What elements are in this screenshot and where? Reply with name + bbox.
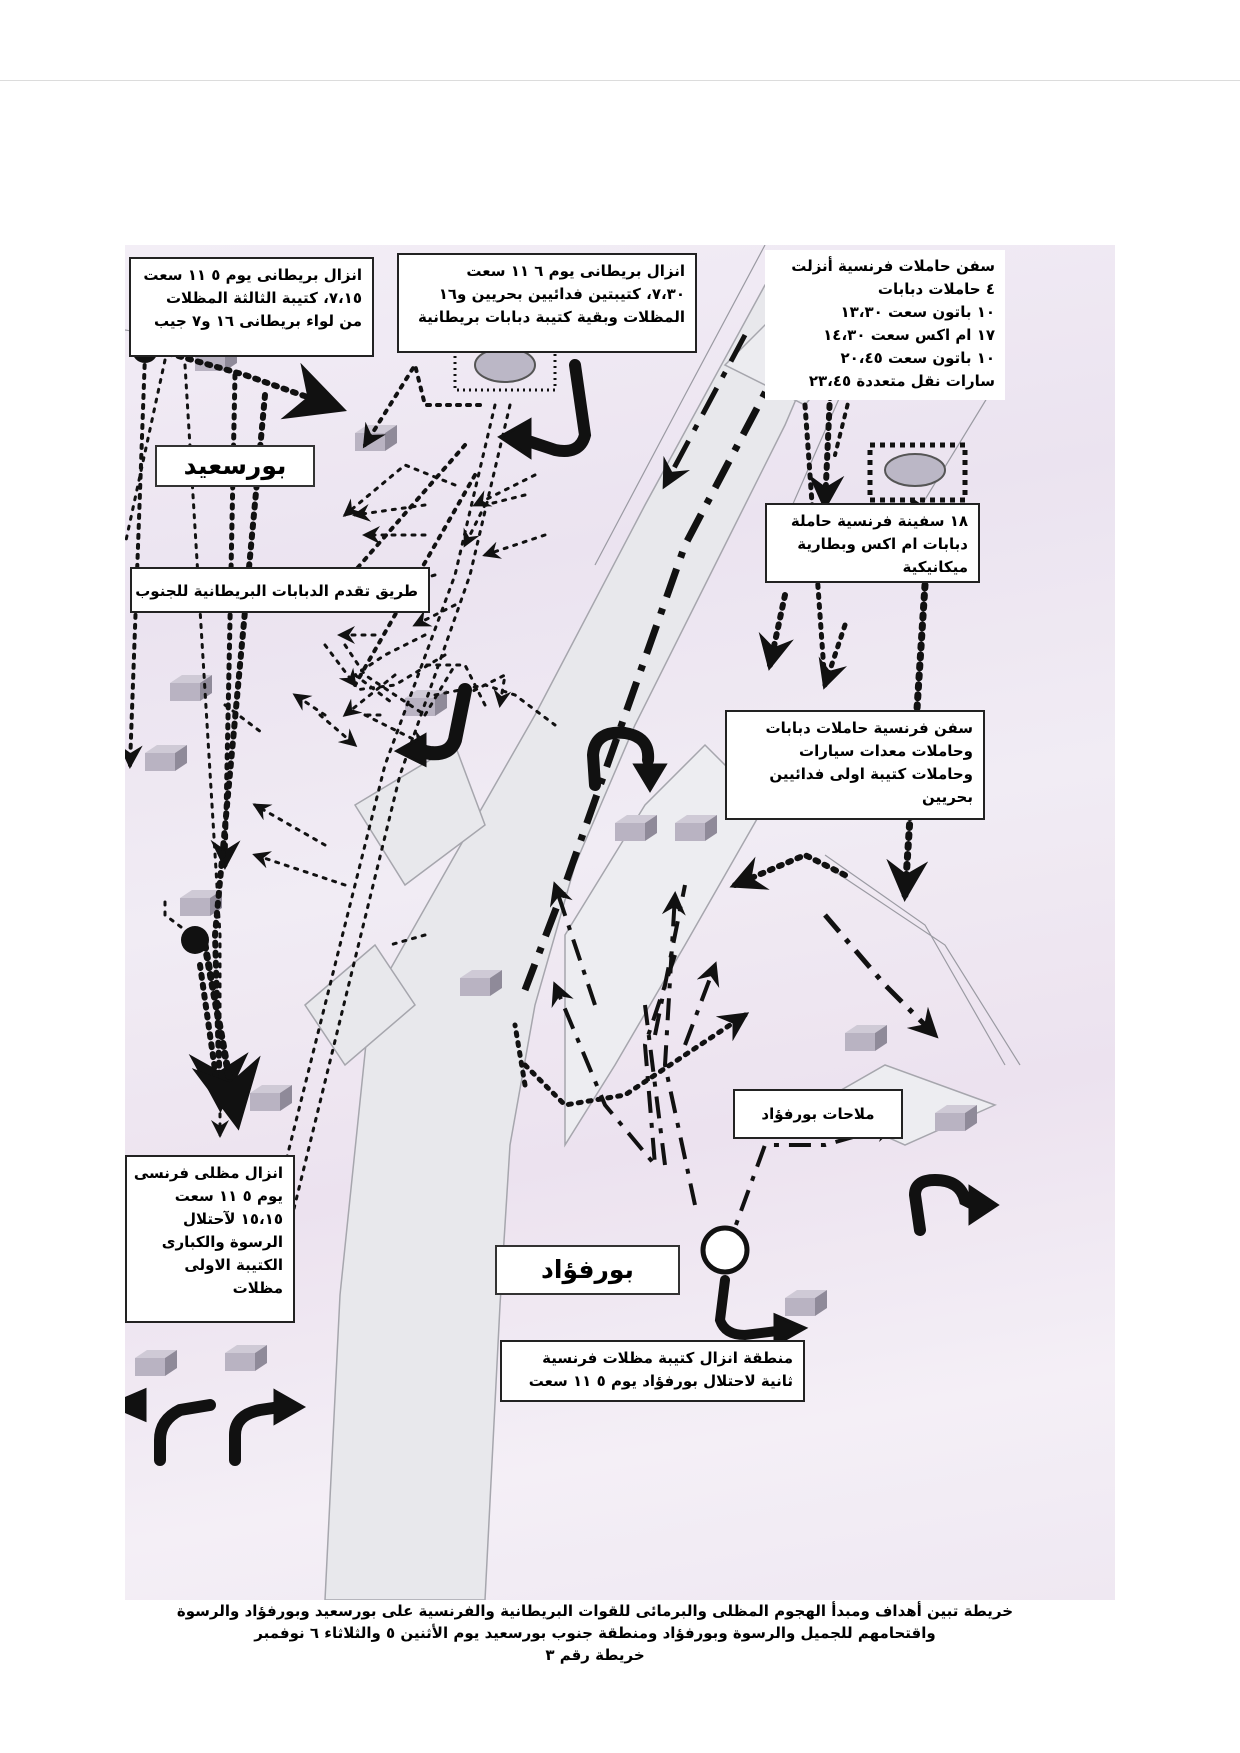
tank-marker — [785, 1298, 815, 1316]
map-caption — [120, 1600, 1070, 1666]
tank-marker — [845, 1033, 875, 1051]
box-line: ١٠ باتون سعت ٢٠،٤٥ — [840, 349, 995, 367]
tank-marker — [250, 1093, 280, 1111]
box-line: بحريين — [921, 788, 973, 806]
box-line: ٧،٣٠، كتيبتين فدائيين بحريين و١٦ — [438, 285, 685, 303]
box-line: ٤ حاملات دبابات — [877, 280, 995, 298]
box-line: يوم ٥ ١١ سعت — [174, 1187, 283, 1205]
box-line: الرسوة والكبارى — [161, 1233, 283, 1251]
box-line: سفن حاملات فرنسية أنزلت — [791, 257, 995, 275]
map-area — [125, 245, 1115, 1600]
box-line: ملاحات بورفؤاد — [761, 1105, 875, 1123]
box-line: ١٨ سفينة فرنسية حاملة — [790, 512, 968, 530]
british-landing-day5-box — [129, 257, 374, 357]
port-fouad-label: بورفؤاد — [495, 1245, 680, 1295]
box-line: ١٧ ام اكس سعت ١٤،٣٠ — [823, 326, 995, 344]
tank-marker — [935, 1113, 965, 1131]
box-line: انزال بريطانى يوم ٥ ١١ سعت — [143, 266, 362, 284]
box-line: الكتيبة الاولى — [184, 1256, 283, 1274]
french-tank-ships-box — [765, 250, 1005, 400]
box-line: ١٠ باتون سعت ١٣،٣٠ — [840, 303, 995, 321]
tank-marker — [460, 978, 490, 996]
british-landing-day6-box — [397, 253, 697, 353]
box-line: طريق تقدم الدبابات البريطانية للجنوب — [135, 582, 418, 600]
caption-line-2: واقتحامهم للجميل والرسوة وبورفؤاد ومنطقة جنوب بورسعيد يوم الأثنين ٥ والثلاثاء ٦ نوفمبر — [254, 1624, 936, 1642]
french-18-ships-box — [765, 503, 980, 583]
tank-route-box — [130, 567, 430, 613]
box-line: مظلات — [232, 1279, 283, 1297]
caption-line-3: خريطة رقم ٣ — [545, 1646, 645, 1664]
box-line: انزال بريطانى يوم ٦ ١١ سعت — [466, 262, 685, 280]
port-fouad-salines-box — [733, 1089, 903, 1139]
tank-marker — [225, 1353, 255, 1371]
box-line: سفن فرنسية حاملات دبابات — [765, 719, 973, 737]
box-line: ثانية لاحتلال بورفؤاد يوم ٥ ١١ سعت — [528, 1372, 793, 1390]
box-line: منطقة انزال كتيبة مظلات فرنسية — [542, 1349, 793, 1367]
french-para-zone-box — [500, 1340, 805, 1402]
box-line: المظلات وبقية كتيبة دبابات بريطانية — [418, 308, 685, 326]
box-line: ١٥،١٥ لآحتلال — [182, 1210, 283, 1228]
box-line: من لواء بريطانى ١٦ و٧ جيب — [153, 312, 362, 330]
tank-marker — [135, 1358, 165, 1376]
tank-marker — [170, 683, 200, 701]
box-line: وحاملات معدات سيارات — [799, 742, 973, 760]
box-line: ميكانيكية — [902, 558, 968, 576]
box-line: ٧،١٥، كتيبة الثالثة المظلات — [165, 289, 362, 307]
tank-marker — [145, 753, 175, 771]
port-said-label: بورسعيد — [155, 445, 315, 487]
french-ships-2-box — [725, 710, 985, 820]
tank-marker — [615, 823, 645, 841]
box-line: انزال مظلى فرنسى — [133, 1164, 283, 1182]
box-line: سارات نقل متعددة ٢٣،٤٥ — [808, 372, 995, 390]
tank-marker — [675, 823, 705, 841]
box-line: وحاملات كتيبة اولى فدائيين — [769, 765, 973, 783]
french-para-landing-box — [125, 1155, 295, 1323]
page-top-rule — [0, 80, 1240, 81]
tank-marker — [180, 898, 210, 916]
caption-line-1: خريطة تبين أهداف ومبدأ الهجوم المظلى والبرمائى للقوات البريطانية والفرنسية على بورسعيد وبورفؤاد والرسوة — [176, 1602, 1014, 1620]
box-line: دبابات ام اكس وبطارية — [797, 535, 968, 553]
